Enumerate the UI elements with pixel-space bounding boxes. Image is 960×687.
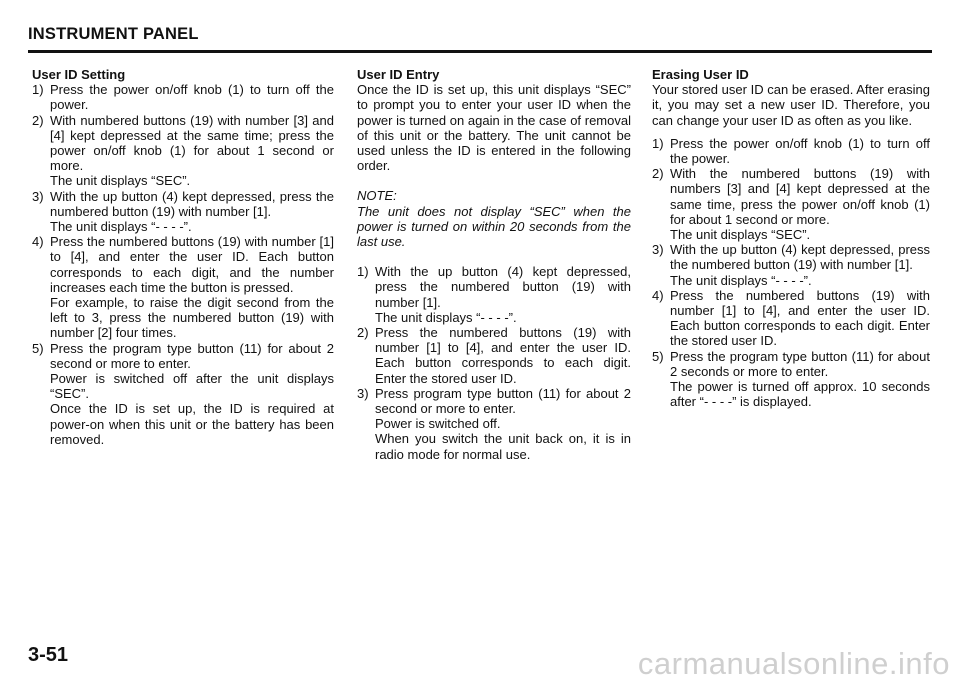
step-number: 5) <box>652 348 664 364</box>
step-text: Power is switched off. <box>375 416 501 432</box>
section-title-user-id-entry: User ID Entry <box>357 67 440 82</box>
step-text: With numbered buttons (19) with number [3] and [4] kept depressed at the same time; press the power on/off knob (1) for about 1 second or more. <box>50 112 334 174</box>
step-text: Press the numbered buttons (19) with number [1] to [4], and enter the user ID. Each button corresponds to each digit. Enter the stored user ID. <box>670 287 930 349</box>
page-header-title: INSTRUMENT PANEL <box>28 25 199 43</box>
step-text: With the up button (4) kept depressed, press the numbered button (19) with number [1]. <box>670 242 930 273</box>
step-number: 1) <box>357 264 369 280</box>
section-title-erasing-user-id: Erasing User ID <box>652 67 749 82</box>
step-text: Press the program type button (11) for about 2 seconds or more to enter. <box>670 348 930 379</box>
step-item <box>32 341 334 447</box>
watermark: carmanualsonline.info <box>637 646 950 681</box>
step-number: 2) <box>357 325 369 341</box>
steps-list <box>357 264 631 462</box>
steps-list <box>32 82 334 447</box>
step-number: 4) <box>652 287 664 303</box>
step-text: Press program type button (11) for about 2 second or more to enter. <box>375 385 631 417</box>
step-text: Press the program type button (11) for about 2 second or more to enter. <box>50 340 334 371</box>
step-item <box>357 325 631 386</box>
step-text: With the numbered buttons (19) with numbers [3] and [4] kept depressed at the same time, press the power on/off knob (1) for about 1 second or more. <box>670 166 930 227</box>
step-text: Power is switched off after the unit displays “SEC”. <box>50 371 334 402</box>
step-text: For example, to raise the digit second from the left to 3, press the numbered button (19) with number [2] four times. <box>50 295 334 341</box>
step-text: Press the numbered buttons (19) with number [1] to [4], and enter the user ID. Each button corresponds to each digit. Enter the stored user ID. <box>375 325 631 386</box>
step-number: 5) <box>32 340 44 356</box>
note-text: The unit does not display “SEC” when the power is turned on within 20 seconds from the last use. <box>357 203 631 250</box>
step-number: 3) <box>32 188 44 204</box>
column-erasing-user-id <box>652 67 930 409</box>
step-number: 2) <box>652 166 664 182</box>
step-text: With the up button (4) kept depressed, press the numbered button (19) with number [1]. <box>375 264 631 310</box>
entry-intro-paragraph: Once the ID is set up, this unit displays “SEC” to prompt you to enter your user ID when the power is turned on again in the case of removal of this unit or the battery. The unit cannot be used unless the ID is entered in the following order. <box>357 82 631 174</box>
step-text: The unit displays “SEC”. <box>670 227 811 243</box>
step-number: 2) <box>32 112 44 128</box>
step-text: The unit displays “- - - -”. <box>50 219 192 235</box>
step-text: The unit displays “SEC”. <box>50 173 191 189</box>
column-user-id-setting <box>32 67 334 447</box>
step-text: Press the power on/off knob (1) to turn off the power. <box>50 82 334 113</box>
step-text: The unit displays “- - - -”. <box>375 309 517 325</box>
step-text: Press the power on/off knob (1) to turn off the power. <box>670 135 930 167</box>
step-number: 3) <box>357 385 369 401</box>
step-item <box>32 113 334 189</box>
step-item <box>652 288 930 349</box>
step-item <box>652 166 930 242</box>
step-number: 3) <box>652 242 664 258</box>
step-text: Once the ID is set up, the ID is required at power-on when this unit or the battery has been removed. <box>50 401 334 447</box>
step-text: With the up button (4) kept depressed, press the numbered button (19) with number [1]. <box>50 188 334 219</box>
column-user-id-entry <box>357 67 631 462</box>
step-item <box>32 234 334 340</box>
step-item <box>32 82 334 112</box>
step-item <box>652 349 930 410</box>
erasing-intro-paragraph: Your stored user ID can be erased. After erasing it, you may set a new user ID. Therefore, you can change your user ID as often as you like. <box>652 82 930 128</box>
step-number: 1) <box>32 82 44 98</box>
step-text: The power is turned off approx. 10 seconds after “- - - -” is displayed. <box>670 379 930 410</box>
step-item <box>357 264 631 325</box>
step-item <box>652 136 930 166</box>
step-text: When you switch the unit back on, it is in radio mode for normal use. <box>375 431 631 462</box>
section-title-user-id-setting: User ID Setting <box>32 67 126 82</box>
step-item <box>357 386 631 462</box>
note-label: NOTE: <box>357 188 397 204</box>
header-rule <box>28 50 932 53</box>
step-item <box>652 242 930 288</box>
step-text: The unit displays “- - - -”. <box>670 272 812 288</box>
step-number: 4) <box>32 234 44 250</box>
steps-list <box>652 136 930 410</box>
page-number: 3-51 <box>28 644 69 666</box>
step-text: Press the numbered buttons (19) with number [1] to [4], and enter the user ID. Each button corresponds to each digit, and the number increases each time the button is pressed. <box>50 234 334 295</box>
step-item <box>32 189 334 235</box>
step-number: 1) <box>652 135 664 151</box>
